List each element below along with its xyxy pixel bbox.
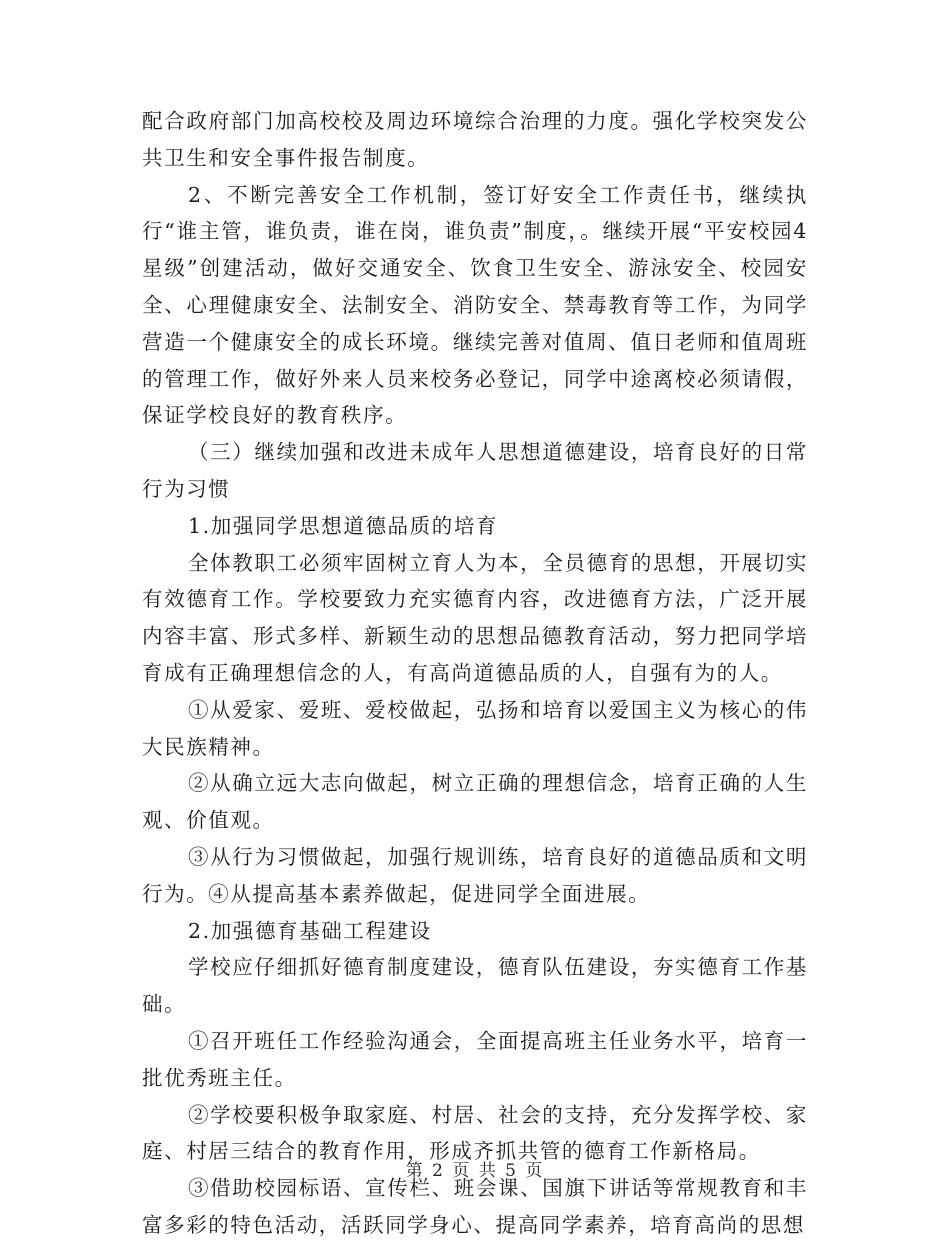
section-heading-3: （三）继续加强和改进未成年人思想道德建设，培育良好的日常行为习惯: [142, 440, 808, 501]
list-item-3: ③从行为习惯做起，加强行规训练，培育良好的道德品质和文明行为。④从提高基本素养做起，促进同学全面进展。: [142, 844, 808, 906]
list-item-5: ②学校要积极争取家庭、村居、社会的支持，充分发挥学校、家庭、村居三结合的教育作用，形成齐抓共管的德育工作新格局。: [142, 1102, 808, 1164]
list-item-4: ①召开班任工作经验沟通会，全面提高班主任业务水平，培育一批优秀班主任。: [142, 1028, 808, 1090]
paragraph-2: 2、不断完善安全工作机制，签订好安全工作责任书，继续执行“谁主管，谁负责，谁在岗，谁负责”制度，。继续开展“平安校园4星级”创建活动，做好交通安全、饮食卫生安全、游泳安全、校园安全、心理健康安全、法制安全、消防安全、禁毒教育等工作，为同学营造一个健康安全的成长环境。继续完善对值周、值日老师和值周班的管理工作，做好外来人员来校务必登记，同学中途离校必须请假，保证学校良好的教育秩序。: [142, 182, 808, 428]
paragraph-1: 配合政府部门加高校校及周边环境综合治理的力度。强化学校突发公共卫生和安全事件报告制度。: [142, 109, 808, 170]
list-item-2: ②从确立远大志向做起，树立正确的理想信念，培育正确的人生观、价值观。: [142, 771, 808, 833]
subheading-2: 2.加强德育基础工程建设: [188, 918, 432, 943]
paragraph-3: 全体教职工必须牢固树立育人为本，全员德育的思想，开展切实有效德育工作。学校要致力充实德育内容，改进德育方法，广泛开展内容丰富、形式多样、新颖生动的思想品德教育活动，努力把同学培育成有正确理想信念的人，有高尚道德品质的人，自强有为的人。: [142, 550, 808, 685]
page-footer: 第 2 页 共 5 页: [405, 1161, 545, 1181]
document-body: [142, 103, 808, 1244]
paragraph-4: 学校应仔细抓好德育制度建设，德育队伍建设，夯实德育工作基础。: [142, 955, 808, 1017]
list-item-1: ①从爱家、爱班、爱校做起，弘扬和培育以爱国主义为核心的伟大民族精神。: [142, 697, 808, 759]
list-item-6: ③借助校园标语、宣传栏、班会课、国旗下讲话等常规教育和丰富多彩的特色活动，活跃同学身心、提高同学素养，培育高尚的思想: [142, 1176, 808, 1237]
subheading-1: 1.加强同学思想道德品质的培育: [188, 513, 499, 538]
